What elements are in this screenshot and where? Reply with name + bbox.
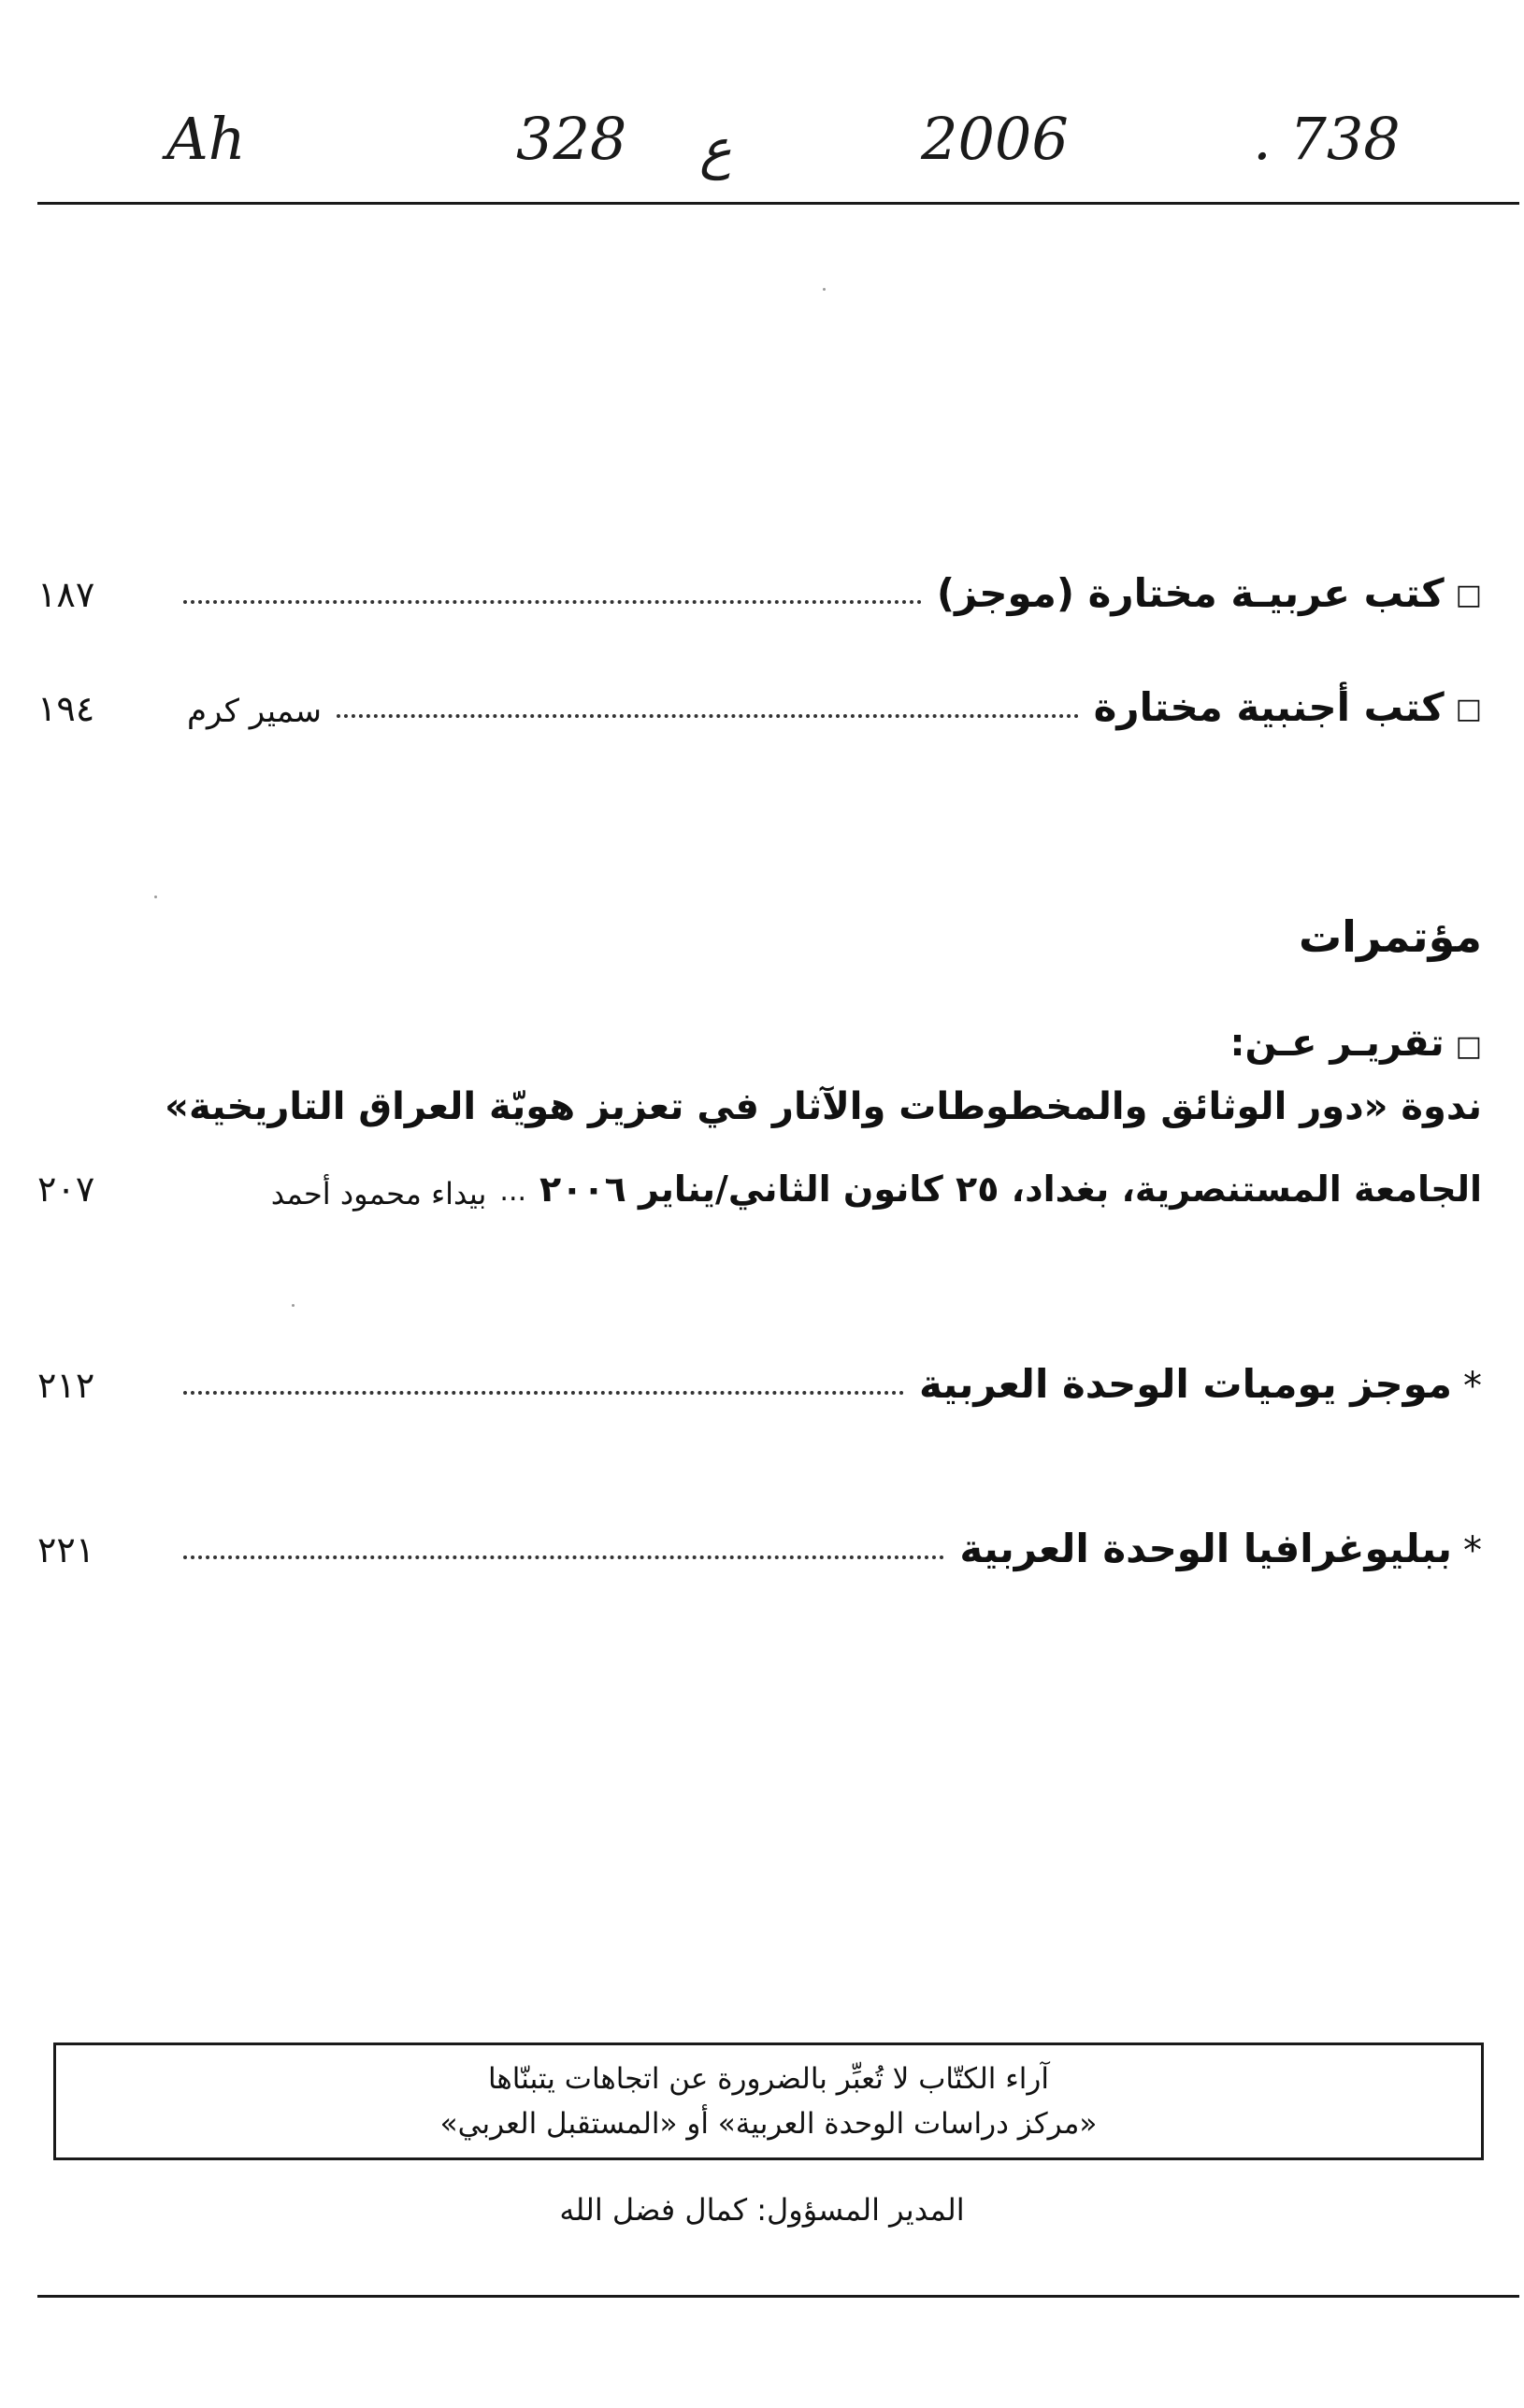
dot-leader (183, 600, 922, 604)
dot-leader (183, 1391, 904, 1395)
toc-entry-unity-diary (37, 1342, 1482, 1408)
asterisk-icon: * (1463, 1529, 1482, 1572)
header-rule (37, 202, 1519, 205)
toc-entry-page: ٢١٢ (37, 1365, 95, 1407)
report-label-text: تقريـر عـن: (1229, 1022, 1445, 1065)
disclaimer-box (53, 2042, 1484, 2160)
scan-speck (823, 288, 826, 291)
toc-entry-page: ١٨٧ (37, 574, 95, 616)
dot-leader: ... (499, 1175, 527, 1208)
dot-leader (183, 1555, 944, 1559)
checkbox-square-icon: □ (1455, 1030, 1482, 1063)
checkbox-square-icon: □ (1455, 579, 1482, 611)
report-venue-line (37, 1150, 1482, 1211)
checkbox-square-icon: □ (1455, 693, 1482, 725)
handwritten-letter: ع (699, 117, 732, 180)
report-venue: الجامعة المستنصرية، بغداد، ٢٥ كانون الثاني/يناير ٢٠٠٦ (539, 1168, 1482, 1211)
report-page: ٢٠٧ (37, 1168, 95, 1211)
report-label (1229, 1021, 1482, 1066)
report-author: بيداء محمود أحمد (270, 1175, 487, 1211)
toc-entry-page: ٢٢١ (37, 1529, 95, 1571)
footer-rule (37, 2295, 1519, 2298)
toc-entry-title: موجز يوميات الوحدة العربية (918, 1360, 1452, 1407)
asterisk-icon: * (1463, 1365, 1482, 1408)
handwritten-number: 328 (516, 105, 627, 173)
section-heading-conferences: مؤتمرات (1298, 911, 1482, 962)
toc-entry-author: سمير كرم (187, 693, 322, 731)
toc-entry-foreign-books (37, 666, 1482, 731)
managing-editor: المدير المسؤول: كمال فضل الله (559, 2192, 965, 2228)
disclaimer-line: «مركز دراسات الوحدة العربية» أو «المستقبل العربي» (439, 2107, 1098, 2141)
toc-entry-page: ١٩٤ (37, 688, 95, 730)
toc-entry-arabic-books (37, 552, 1482, 617)
scan-speck (292, 1304, 295, 1307)
dot-leader (337, 714, 1079, 718)
handwritten-code: Ah (166, 105, 246, 173)
disclaimer-line: آراء الكتّاب لا تُعبِّر بالضرورة عن اتجاهات يتبنّاها (487, 2062, 1050, 2096)
toc-entry-unity-bibliography (37, 1507, 1482, 1572)
handwritten-year: 2006 (921, 105, 1069, 173)
toc-entry-title: كتب عربيـة مختارة (موجز) (936, 569, 1445, 616)
toc-entry-title: ببليوغرافيا الوحدة العربية (959, 1525, 1452, 1571)
report-title-line: ندوة «دور الوثائق والمخطوطات والآثار في تعزيز هويّة العراق التاريخية» (165, 1085, 1482, 1128)
handwritten-issue: . 738 (1253, 105, 1401, 173)
scan-speck (154, 896, 157, 898)
toc-entry-title: كتب أجنبية مختارة (1093, 683, 1445, 730)
